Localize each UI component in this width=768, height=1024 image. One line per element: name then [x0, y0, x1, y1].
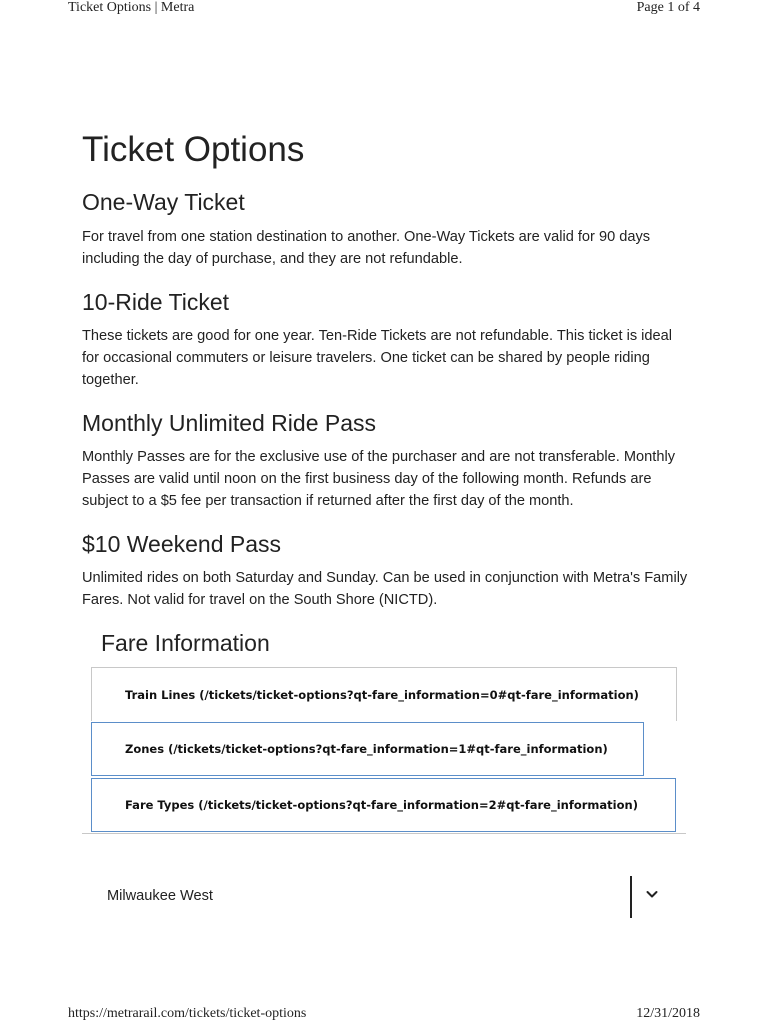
section-heading-10-ride: 10-Ride Ticket: [82, 289, 230, 315]
print-footer-date: 12/31/2018: [636, 1006, 700, 1021]
tab-fare-types[interactable]: Fare Types (/tickets/ticket-options?qt-fare_information=2#qt-fare_information): [91, 778, 676, 832]
print-footer-url: https://metrarail.com/tickets/ticket-options: [68, 1006, 307, 1021]
section-body-weekend: Unlimited rides on both Saturday and Sunday. Can be used in conjunction with Metra's Family Fares. Not valid for travel on the South Shore (NICTD).: [82, 570, 688, 608]
page-title: Ticket Options: [82, 130, 305, 169]
tab-train-lines[interactable]: Train Lines (/tickets/ticket-options?qt-fare_information=0#qt-fare_information): [91, 667, 677, 721]
tabs-divider: [82, 833, 686, 834]
section-body-10-ride: These tickets are good for one year. Ten-Ride Tickets are not refundable. This ticket is ideal for occasional commuters or leisure travelers. One ticket can be shared by people riding together.: [82, 328, 673, 388]
select-divider: [630, 876, 632, 918]
chevron-down-icon[interactable]: [644, 886, 660, 902]
train-line-select[interactable]: [82, 874, 672, 920]
section-heading-weekend: $10 Weekend Pass: [82, 531, 282, 557]
section-body-monthly: Monthly Passes are for the exclusive use of the purchaser and are not transferable. Monthly Passes are valid until noon on the first business day of the following month. Refunds are subject to a $5 fee per transaction if returned after the first day of the month.: [82, 449, 675, 509]
section-body-one-way: For travel from one station destination to another. One-Way Tickets are valid for 90 days including the day of purchase, and they are not refundable.: [82, 229, 651, 267]
print-header: [68, 0, 700, 16]
print-footer: [68, 1006, 700, 1022]
print-header-page: Page 1 of 4: [636, 0, 700, 15]
train-line-select-value: Milwaukee West: [107, 888, 213, 904]
section-heading-monthly: Monthly Unlimited Ride Pass: [82, 410, 377, 436]
section-heading-one-way: One-Way Ticket: [82, 189, 245, 215]
tab-zones[interactable]: Zones (/tickets/ticket-options?qt-fare_information=1#qt-fare_information): [91, 722, 644, 776]
print-header-title: Ticket Options | Metra: [68, 0, 195, 15]
fare-information-title: Fare Information: [101, 630, 270, 656]
